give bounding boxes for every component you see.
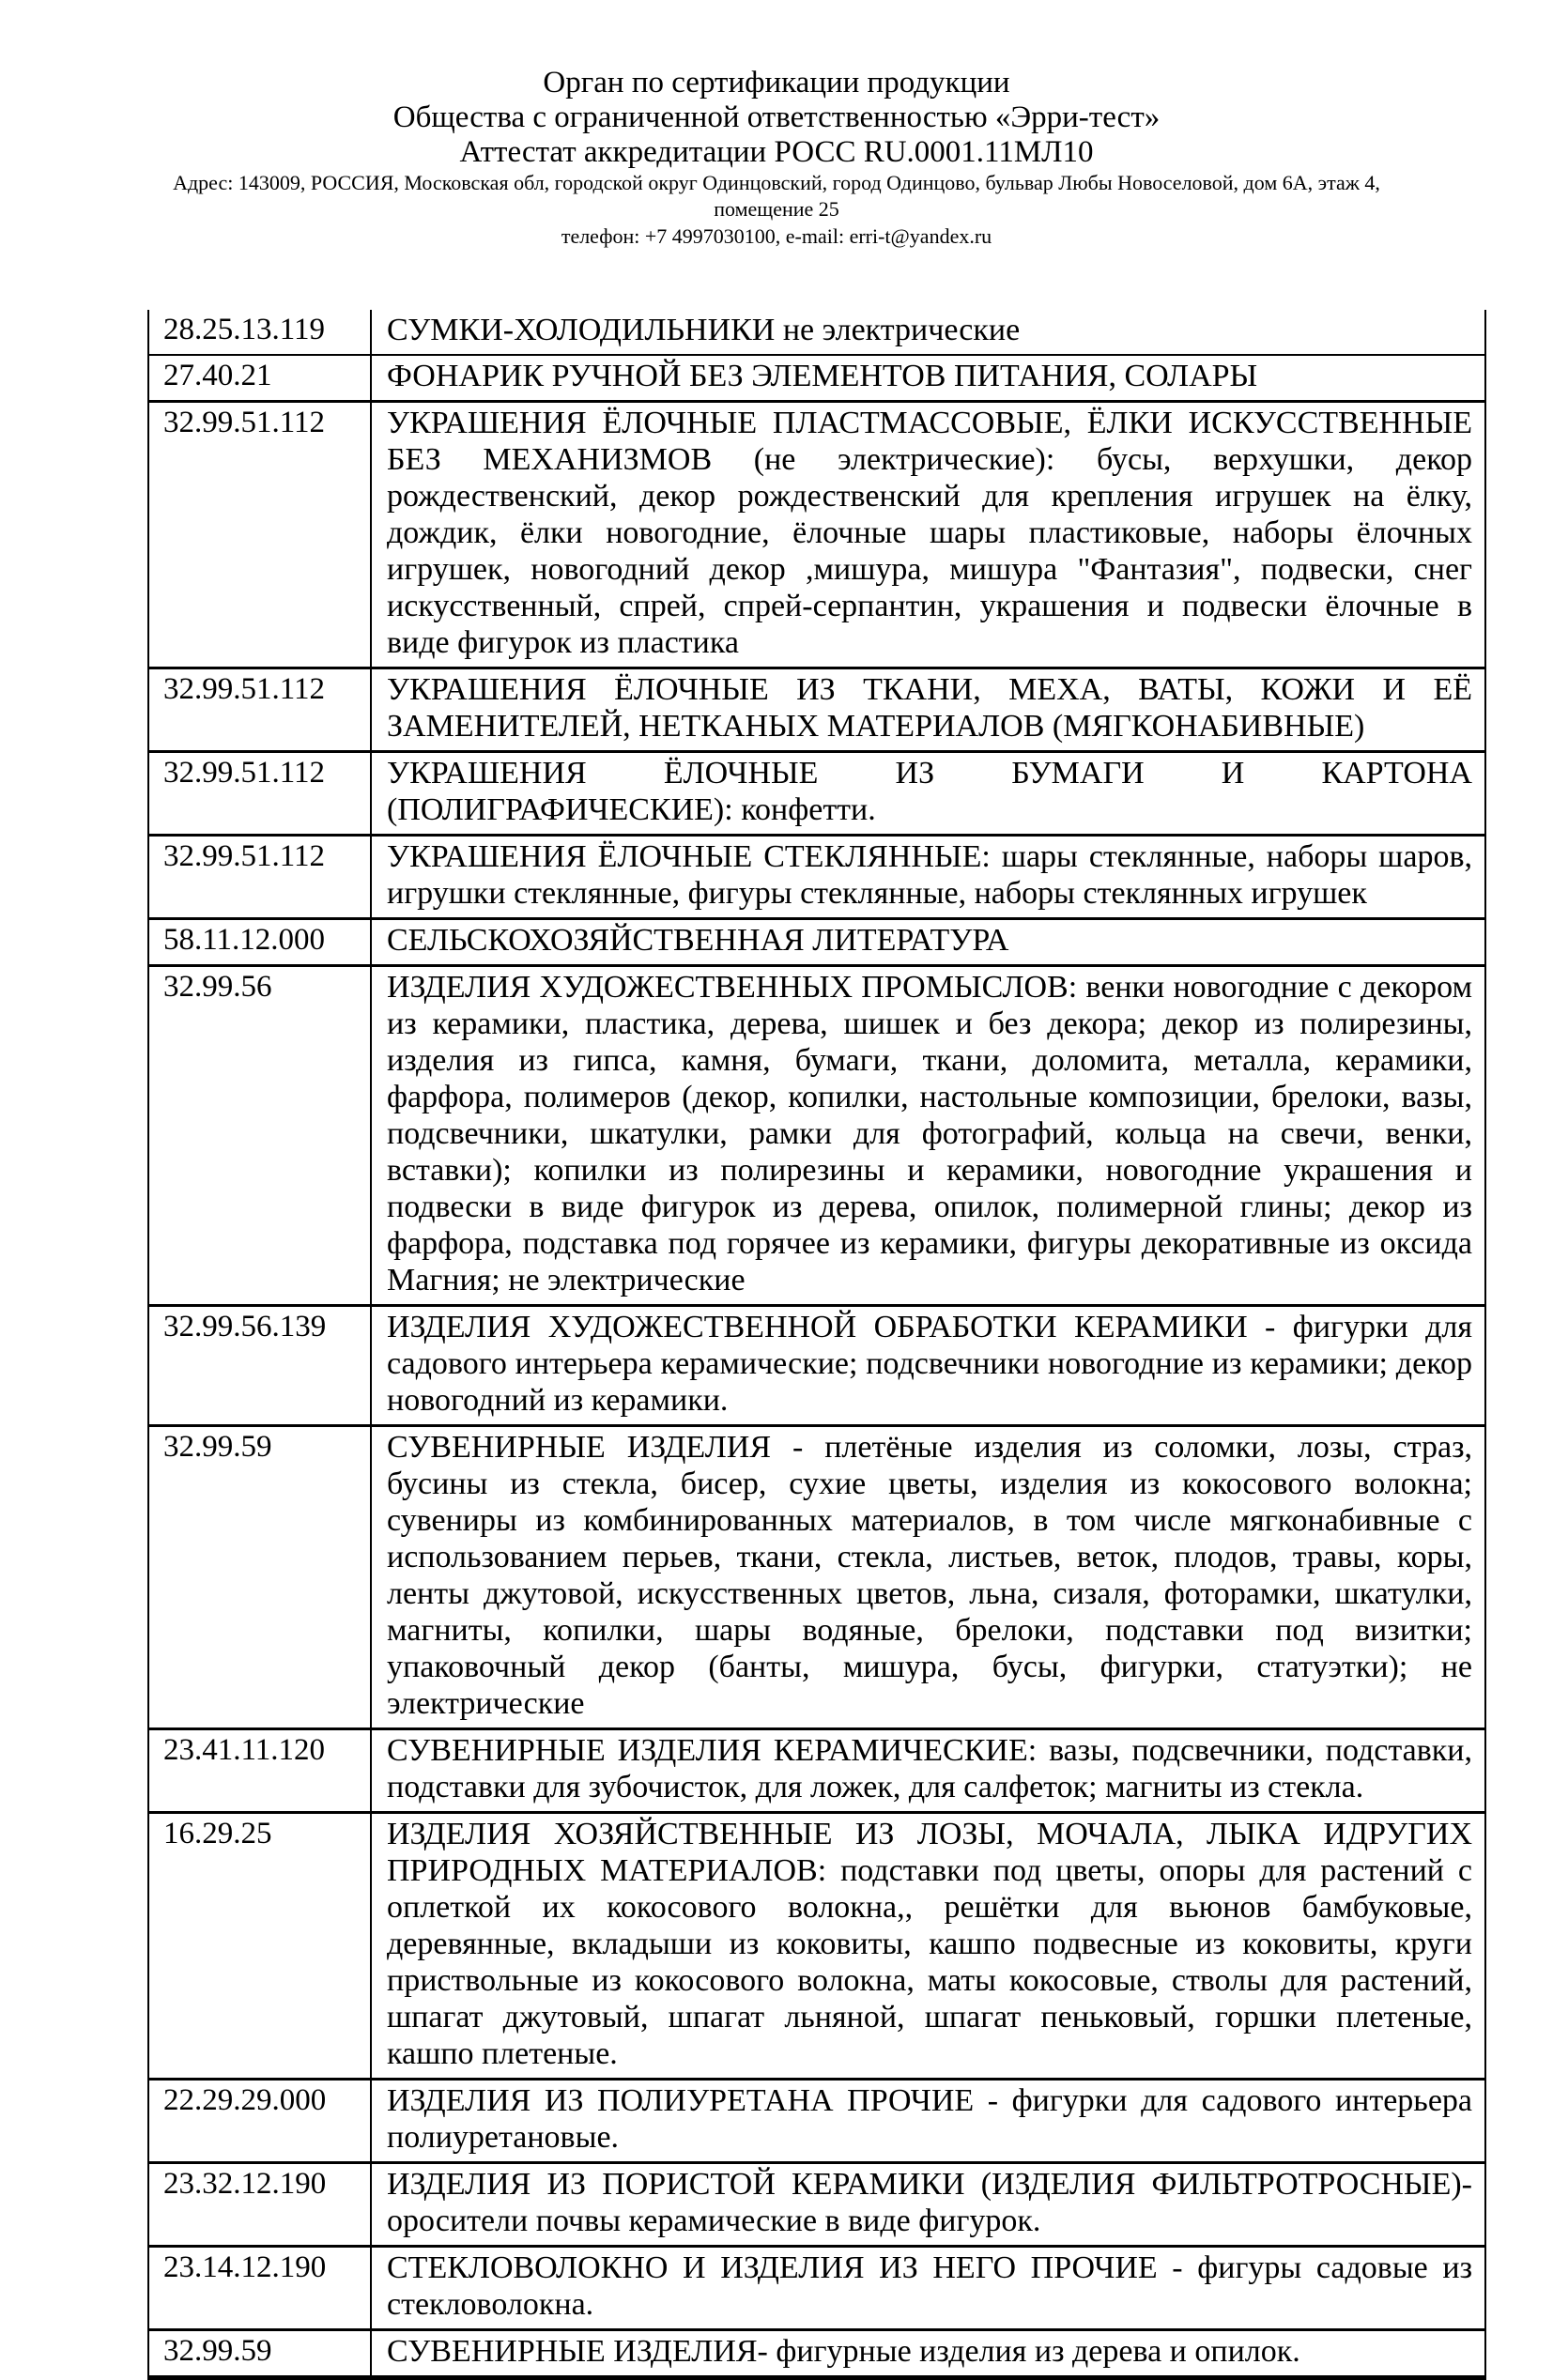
product-description-cell: УКРАШЕНИЯ ЁЛОЧНЫЕ ИЗ БУМАГИ И КАРТОНА (ПОЛИГРАФИЧЕСКИЕ): конфетти.: [371, 752, 1485, 836]
product-description-cell: ИЗДЕЛИЯ ИЗ ПОЛИУРЕТАНА ПРОЧИЕ - фигурки для садового интерьера полиуретановые.: [371, 2080, 1485, 2163]
product-description-cell: СУМКИ-ХОЛОДИЛЬНИКИ не электрические: [371, 310, 1485, 355]
table-row: [148, 1813, 1485, 2080]
accreditation-line: Аттестат аккредитации РОСС RU.0001.11МЛ10: [459, 135, 1094, 169]
table-row: [148, 2247, 1485, 2330]
product-code-cell: 22.29.29.000: [148, 2080, 371, 2163]
address-line-2: помещение 25: [714, 197, 839, 221]
product-code-cell: 58.11.12.000: [148, 919, 371, 966]
address-line-1: Адрес: 143009, РОССИЯ, Московская обл, городской округ Одинцовский, город Одинцово, бульвар Любы Новоселовой, дом 6А, этаж 4,: [173, 171, 1380, 194]
table-row: [148, 752, 1485, 836]
product-description-cell: СУВЕНИРНЫЕ ИЗДЕЛИЯ КЕРАМИЧЕСКИЕ: вазы, подсвечники, подставки, подставки для зубочисток, для ложек, для салфеток; магниты из стекла.: [371, 1729, 1485, 1813]
product-description-cell: СУВЕНИРНЫЕ ИЗДЕЛИЯ- фигурные изделия из дерева и опилок.: [371, 2330, 1485, 2378]
product-code-cell: 32.99.56.139: [148, 1306, 371, 1426]
table-row: [148, 1426, 1485, 1729]
product-description-cell: ФОНАРИК РУЧНОЙ БЕЗ ЭЛЕМЕНТОВ ПИТАНИЯ, СОЛАРЫ: [371, 355, 1485, 402]
product-description-cell: УКРАШЕНИЯ ЁЛОЧНЫЕ ИЗ ТКАНИ, МЕХА, ВАТЫ, КОЖИ И ЕЁ ЗАМЕНИТЕЛЕЙ, НЕТКАНЫХ МАТЕРИАЛОВ (МЯГКОНАБИВНЫЕ): [371, 668, 1485, 752]
product-code-cell: 32.99.51.112: [148, 752, 371, 836]
product-code-cell: 23.32.12.190: [148, 2163, 371, 2247]
table-row: [148, 355, 1485, 402]
product-code-cell: 16.29.25: [148, 1813, 371, 2080]
document-header: [0, 0, 1553, 250]
product-code-cell: 32.99.51.112: [148, 668, 371, 752]
table-row: [148, 919, 1485, 966]
table-row: [148, 2080, 1485, 2163]
table-row: [148, 836, 1485, 919]
table-row: [148, 402, 1485, 668]
product-code-cell: 32.99.59: [148, 1426, 371, 1729]
product-description-cell: ИЗДЕЛИЯ ИЗ ПОРИСТОЙ КЕРАМИКИ (ИЗДЕЛИЯ ФИЛЬТРОТРОСНЫЕ)- оросители почвы керамические в виде фигурок.: [371, 2163, 1485, 2247]
table-row: [148, 966, 1485, 1306]
product-description-cell: ИЗДЕЛИЯ ХУДОЖЕСТВЕННЫХ ПРОМЫСЛОВ: венки новогодние с декором из керамики, пластика, дерева, шишек и без декора; декор из полирезины, изделия из гипса, камня, бумаги, ткани, доломита, металла, керамики, фарфора, полимеров (декор, копилки, настольные композиции, брелоки, вазы, подсвечники, шкатулки, рамки для фотографий, кольца на свечи, венки, вставки); копилки из полирезины и керамики, новогодние украшения и подвески в виде фигурок из дерева, опилок, полимерной глины; декор из фарфора, подставка под горячее из керамики, фигуры декоративные из оксида Магния; не электрические: [371, 966, 1485, 1306]
table-row: [148, 310, 1485, 355]
product-code-cell: 28.25.13.119: [148, 310, 371, 355]
product-code-cell: 32.99.51.112: [148, 402, 371, 668]
product-description-cell: УКРАШЕНИЯ ЁЛОЧНЫЕ ПЛАСТМАССОВЫЕ, ЁЛКИ ИСКУССТВЕННЫЕ БЕЗ МЕХАНИЗМОВ (не электрические): бусы, верхушки, декор рождественский, декор рождественский для крепления игрушек на ёлку, дождик, ёлки новогодние, ёлочные шары пластиковые, наборы ёлочных игрушек, новогодний декор ,мишура, мишура "Фантазия", подвески, снег искусственный, спрей, спрей-серпантин, украшения и подвески ёлочные в виде фигурок из пластика: [371, 402, 1485, 668]
org-title-line-1: Орган по сертификации продукции: [543, 66, 1010, 100]
product-code-cell: 23.41.11.120: [148, 1729, 371, 1813]
product-description-cell: УКРАШЕНИЯ ЁЛОЧНЫЕ СТЕКЛЯННЫЕ: шары стеклянные, наборы шаров, игрушки стеклянные, фигуры стеклянные, наборы стеклянных игрушек: [371, 836, 1485, 919]
phone-email-line: телефон: +7 4997030100, e-mail: erri-t@yandex.ru: [561, 224, 992, 248]
table-row: [148, 2330, 1485, 2378]
product-description-cell: ИЗДЕЛИЯ ХОЗЯЙСТВЕННЫЕ ИЗ ЛОЗЫ, МОЧАЛА, ЛЫКА ИДРУГИХ ПРИРОДНЫХ МАТЕРИАЛОВ: подставки под цветы, опоры для растений с оплеткой их кокосового волокна,, решётки для вьюнов бамбуковые, деревянные, вкладыши из коковиты, кашпо подвесные из коковиты, круги приствольные из кокосового волокна, маты кокосовые, стволы для растений, шпагат джутовый, шпагат льняной, шпагат пеньковый, горшки плетеные, кашпо плетеные.: [371, 1813, 1485, 2080]
product-description-cell: СУВЕНИРНЫЕ ИЗДЕЛИЯ - плетёные изделия из соломки, лозы, страз, бусины из стекла, бисер, сухие цветы, изделия из кокосового волокна; сувениры из комбинированных материалов, в том числе мягконабивные с использованием перьев, ткани, стекла, листьев, веток, плодов, травы, коры, ленты джутовой, искусственных цветов, льна, сизаля, фоторамки, шкатулки, магниты, копилки, шары водяные, брелоки, подставки под визитки; упаковочный декор (банты, мишура, бусы, фигурки, статуэтки); не электрические: [371, 1426, 1485, 1729]
org-title-line-2: Общества с ограниченной ответственностью «Эрри-тест»: [392, 100, 1161, 134]
product-code-cell: 27.40.21: [148, 355, 371, 402]
table-row: [148, 2163, 1485, 2247]
certification-products-table: [147, 310, 1486, 2380]
product-description-cell: ИЗДЕЛИЯ ХУДОЖЕСТВЕННОЙ ОБРАБОТКИ КЕРАМИКИ - фигурки для садового интерьера керамические; подсвечники новогодние из керамики; декор новогодний из керамики.: [371, 1306, 1485, 1426]
product-code-cell: 32.99.56: [148, 966, 371, 1306]
table-row: [148, 1306, 1485, 1426]
product-description-cell: СТЕКЛОВОЛОКНО И ИЗДЕЛИЯ ИЗ НЕГО ПРОЧИЕ - фигуры садовые из стекловолокна.: [371, 2247, 1485, 2330]
product-code-cell: 23.14.12.190: [148, 2247, 371, 2330]
product-description-cell: СЕЛЬСКОХОЗЯЙСТВЕННАЯ ЛИТЕРАТУРА: [371, 919, 1485, 966]
product-code-cell: 32.99.59: [148, 2330, 371, 2378]
product-code-cell: 32.99.51.112: [148, 836, 371, 919]
table-row: [148, 668, 1485, 752]
table-row: [148, 1729, 1485, 1813]
